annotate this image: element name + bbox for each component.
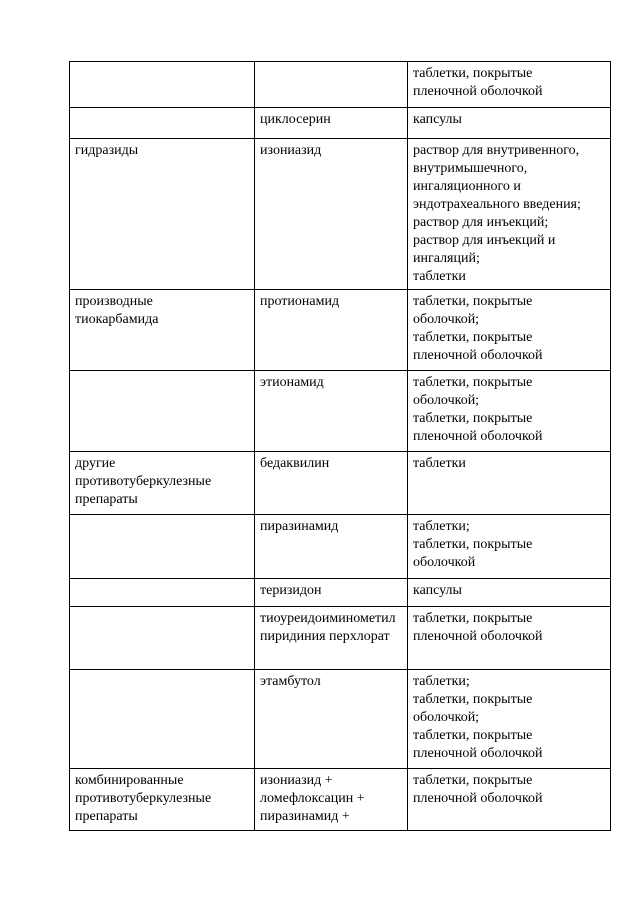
dosage-form-cell: таблетки, покрытые оболочкой; таблетки, покрытые пленочной оболочкой <box>408 290 611 371</box>
substance-cell: тиоуреидоиминометилпиридиния перхлорат <box>255 607 408 670</box>
group-cell <box>70 579 255 607</box>
substance-cell: протионамид <box>255 290 408 371</box>
dosage-form-cell: таблетки, покрытые пленочной оболочкой <box>408 607 611 670</box>
dosage-form-cell: таблетки; таблетки, покрытые оболочкой; таблетки, покрытые пленочной оболочкой <box>408 670 611 769</box>
group-cell <box>70 371 255 452</box>
table-row <box>70 371 611 452</box>
group-cell: гидразиды <box>70 139 255 290</box>
substance-cell: этионамид <box>255 371 408 452</box>
dosage-form-cell: капсулы <box>408 579 611 607</box>
substance-cell: циклосерин <box>255 108 408 139</box>
table-row <box>70 139 611 290</box>
substance-cell: пиразинамид <box>255 515 408 579</box>
dosage-form-cell: таблетки; таблетки, покрытые оболочкой <box>408 515 611 579</box>
table-row <box>70 515 611 579</box>
substance-cell <box>255 62 408 108</box>
table-row <box>70 290 611 371</box>
substance-cell: теризидон <box>255 579 408 607</box>
substance-cell: бедаквилин <box>255 452 408 515</box>
table-row <box>70 452 611 515</box>
group-cell <box>70 108 255 139</box>
group-cell <box>70 515 255 579</box>
dosage-form-cell: раствор для внутривенного, внутримышечного, ингаляционного и эндотрахеального введения; раствор для инъекций; раствор для инъекций и ингаляций; таблетки <box>408 139 611 290</box>
dosage-form-cell: таблетки <box>408 452 611 515</box>
group-cell <box>70 607 255 670</box>
substance-cell: этамбутол <box>255 670 408 769</box>
dosage-form-cell: капсулы <box>408 108 611 139</box>
table-row <box>70 607 611 670</box>
group-cell <box>70 670 255 769</box>
group-cell <box>70 62 255 108</box>
substance-cell: изониазид + ломефлоксацин + пиразинамид + <box>255 769 408 831</box>
table-row <box>70 579 611 607</box>
group-cell: другие противотуберкулезные препараты <box>70 452 255 515</box>
drug-table <box>69 61 611 831</box>
dosage-form-cell: таблетки, покрытые оболочкой; таблетки, покрытые пленочной оболочкой <box>408 371 611 452</box>
table-row <box>70 769 611 831</box>
group-cell: производные тиокарбамида <box>70 290 255 371</box>
group-cell: комбинированные противотуберкулезные препараты <box>70 769 255 831</box>
dosage-form-cell: таблетки, покрытые пленочной оболочкой <box>408 62 611 108</box>
substance-cell: изониазид <box>255 139 408 290</box>
dosage-form-cell: таблетки, покрытые пленочной оболочкой <box>408 769 611 831</box>
table-row <box>70 670 611 769</box>
table-row <box>70 108 611 139</box>
table-row <box>70 62 611 108</box>
